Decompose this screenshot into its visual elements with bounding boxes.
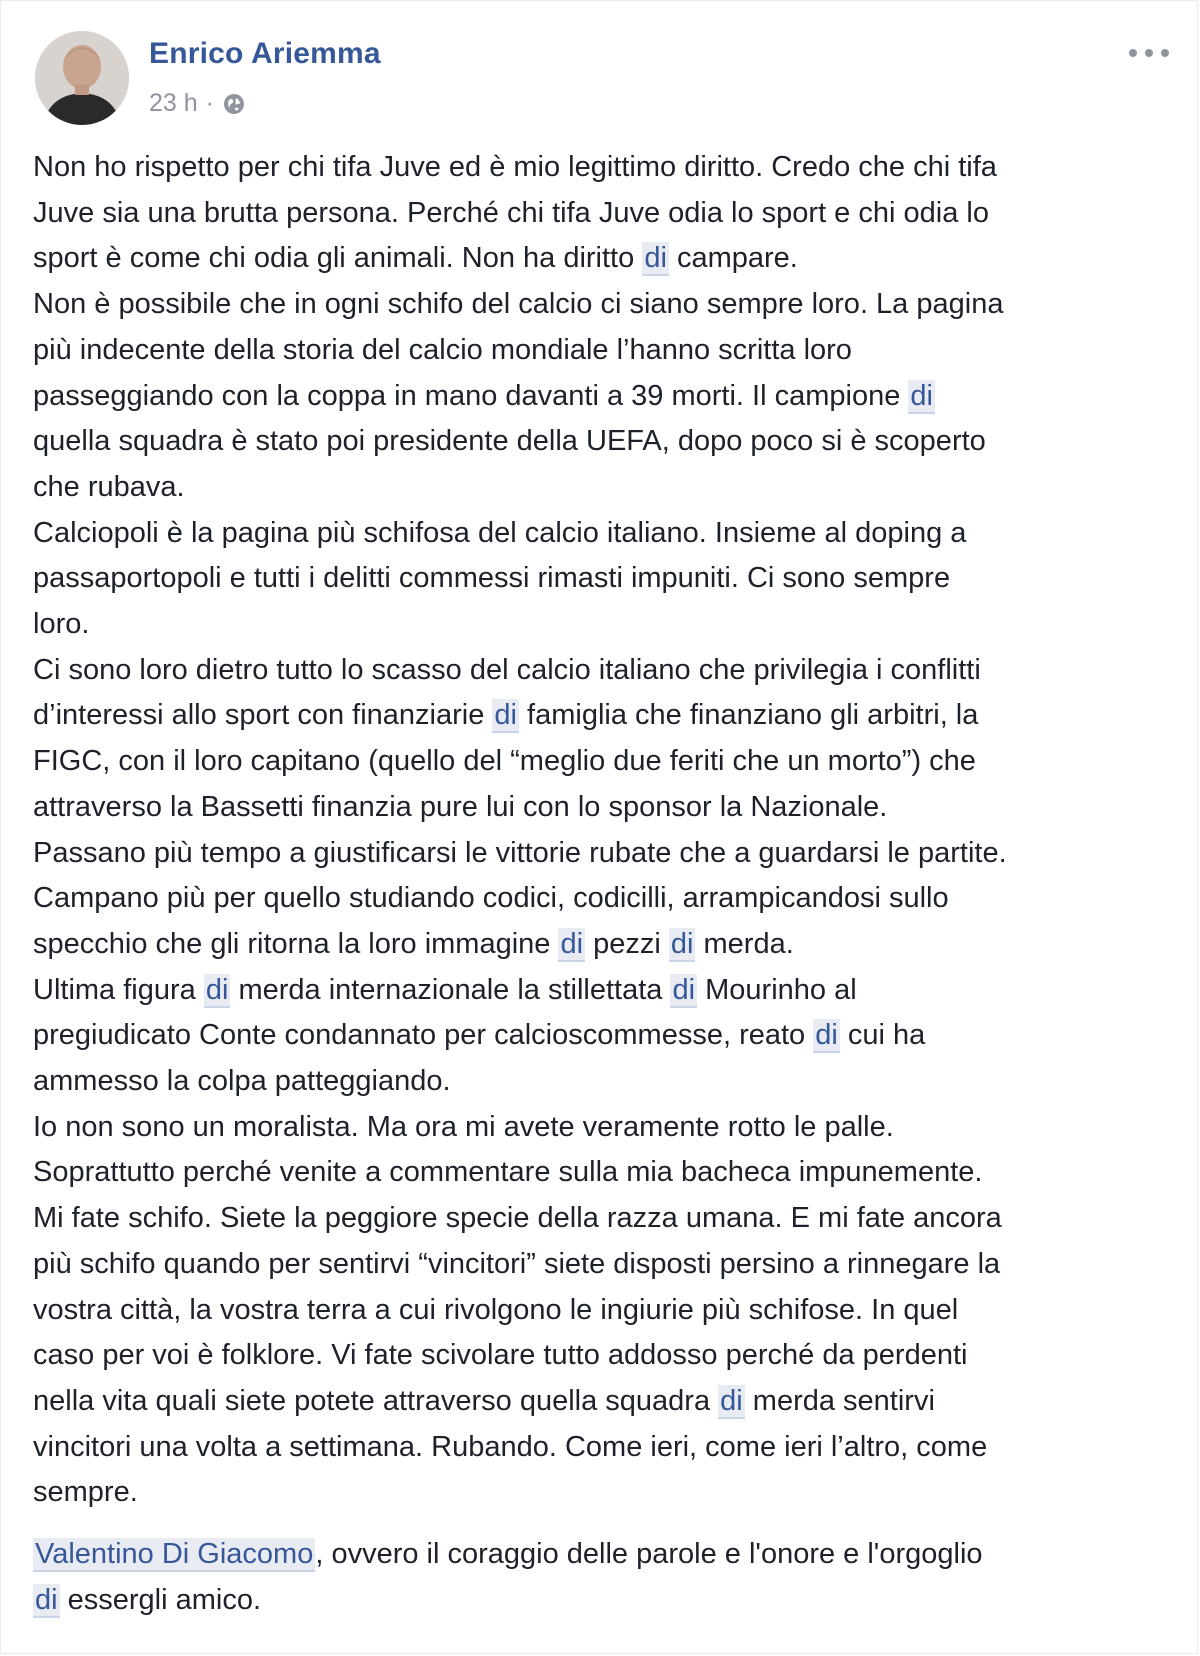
text-segment: passeggiando con la coppa in mano davanti a 39 morti. Il campione bbox=[33, 379, 909, 412]
highlighted-word: di bbox=[815, 1019, 838, 1052]
text-segment: merda. bbox=[695, 927, 794, 960]
text-segment: Non ho rispetto per chi tifa Juve ed è mio legittimo diritto. Credo che chi tifa bbox=[33, 151, 997, 183]
post-text-line bbox=[33, 1013, 1173, 1059]
text-segment: passaportopoli e tutti i delitti commessi rimasti impuniti. Ci sono sempre bbox=[33, 562, 951, 595]
post-header bbox=[35, 31, 1173, 127]
text-segment: Passano più tempo a giustificarsi le vittorie rubate che a guardarsi le partite. bbox=[33, 836, 1007, 869]
text-segment: Juve sia una brutta persona. Perché chi tifa Juve odia lo sport e chi odia lo bbox=[33, 196, 989, 229]
post-text-line bbox=[33, 785, 1173, 831]
mention-link[interactable]: Valentino Di Giacomo bbox=[35, 1538, 314, 1571]
highlighted-word: di bbox=[644, 242, 667, 275]
author-name[interactable]: Enrico Ariemma bbox=[149, 37, 381, 70]
text-segment: campare. bbox=[668, 242, 798, 275]
highlighted-word: di bbox=[560, 927, 584, 960]
text-segment: che rubava. bbox=[33, 470, 185, 503]
post-text-line bbox=[33, 831, 1173, 877]
post-text-line bbox=[33, 602, 1173, 648]
post-text-line bbox=[33, 1379, 1173, 1425]
post-text-line bbox=[33, 648, 1173, 694]
text-segment: ammesso la colpa patteggiando. bbox=[33, 1065, 451, 1098]
post-text-line bbox=[33, 1470, 1173, 1516]
text-segment: d’interessi allo sport con finanziarie bbox=[33, 699, 493, 732]
text-segment: sport è come chi odia gli animali. Non ha diritto bbox=[33, 242, 643, 275]
text-segment: Mi fate schifo. Siete la peggiore specie della razza umana. E mi fate ancora bbox=[33, 1202, 1002, 1235]
highlighted-word: di bbox=[720, 1384, 743, 1417]
post-text-line bbox=[33, 511, 1173, 557]
highlighted-word: di bbox=[205, 973, 229, 1006]
highlighted-word: di bbox=[910, 379, 933, 412]
post-meta bbox=[149, 89, 246, 118]
author-avatar[interactable] bbox=[35, 31, 129, 125]
text-segment: più indecente della storia del calcio mondiale l’hanno scritta loro bbox=[33, 333, 852, 366]
text-segment: Calciopoli è la pagina più schifosa del calcio italiano. Insieme al doping a bbox=[33, 516, 967, 549]
post-text-line bbox=[33, 1150, 1173, 1196]
more-dot bbox=[1161, 49, 1169, 57]
highlighted-word: di bbox=[494, 699, 517, 732]
post-text-line bbox=[33, 328, 1173, 374]
text-segment: Mourinho al bbox=[697, 973, 857, 1006]
post-text-line bbox=[33, 876, 1173, 922]
highlighted-word: di bbox=[35, 1583, 58, 1616]
text-segment: famiglia che finanziano gli arbitri, la bbox=[518, 699, 979, 732]
text-segment: Non è possibile che in ogni schifo del calcio ci siano sempre loro. La pagina bbox=[33, 288, 1004, 321]
more-dot bbox=[1145, 49, 1153, 57]
post-text-line bbox=[33, 1059, 1173, 1105]
text-segment: più schifo quando per sentirvi “vincitori” siete disposti persino a rinnegare la bbox=[33, 1247, 1001, 1280]
text-segment: merda internazionale la stillettata bbox=[230, 973, 671, 1006]
post-text-line bbox=[33, 739, 1173, 785]
text-segment: vincitori una volta a settimana. Rubando. Come ieri, come ieri l’altro, come bbox=[33, 1430, 988, 1463]
globe-icon[interactable] bbox=[222, 92, 246, 116]
post-text-line bbox=[33, 968, 1173, 1014]
post-text-line bbox=[33, 1242, 1173, 1288]
post-text-line bbox=[33, 693, 1173, 739]
text-segment: merda sentirvi bbox=[744, 1384, 935, 1417]
text-segment: Ci sono loro dietro tutto lo scasso del calcio italiano che privilegia i conflitti bbox=[33, 653, 981, 686]
post-text-line bbox=[33, 556, 1173, 602]
post-text-line bbox=[33, 1333, 1173, 1379]
highlighted-word: di bbox=[672, 973, 696, 1006]
text-segment: cui ha bbox=[839, 1019, 926, 1052]
text-segment: loro. bbox=[33, 608, 90, 641]
post-text-line bbox=[33, 922, 1173, 968]
text-segment: FIGC, con il loro capitano (quello del “meglio due feriti che un morto”) che bbox=[33, 745, 976, 778]
post-timestamp[interactable]: 23 h bbox=[149, 89, 198, 117]
text-segment: Campano più per quello studiando codici, codicilli, arrampicandosi sullo bbox=[33, 882, 949, 915]
post-footer-line bbox=[33, 1532, 1173, 1578]
text-segment: pezzi bbox=[585, 927, 669, 960]
post-text-line bbox=[33, 145, 1173, 191]
post-text-line bbox=[33, 1196, 1173, 1242]
text-segment: nella vita quali siete potete attraverso quella squadra bbox=[33, 1384, 719, 1417]
post-text-line bbox=[33, 374, 1173, 420]
text-segment: essergli amico. bbox=[59, 1583, 262, 1616]
text-segment: Io non sono un moralista. Ma ora mi avete veramente rotto le palle. bbox=[33, 1110, 894, 1143]
text-segment: attraverso la Bassetti finanzia pure lui con lo sponsor la Nazionale. bbox=[33, 790, 888, 823]
text-segment: vostra città, la vostra terra a cui rivolgono le ingiurie più schifose. In quel bbox=[33, 1293, 959, 1326]
post-text-line bbox=[33, 1288, 1173, 1334]
text-segment: caso per voi è folklore. Vi fate scivolare tutto addosso perché da perdenti bbox=[33, 1339, 968, 1372]
text-segment: quella squadra è stato poi presidente della UEFA, dopo poco si è scoperto bbox=[33, 425, 986, 458]
text-segment: sempre. bbox=[33, 1476, 138, 1509]
post-body-text bbox=[33, 145, 1173, 1624]
post-text-line bbox=[33, 419, 1173, 465]
post-text-line bbox=[33, 1425, 1173, 1471]
highlighted-word: di bbox=[670, 927, 694, 960]
text-segment: Ultima figura bbox=[33, 973, 204, 1006]
text-segment: , ovvero il coraggio delle parole e l'onore e l'orgoglio bbox=[315, 1538, 983, 1571]
text-segment: Soprattutto perché venite a commentare sulla mia bacheca impunemente. bbox=[33, 1156, 983, 1189]
post-text-line bbox=[33, 465, 1173, 511]
text-segment: specchio che gli ritorna la loro immagine bbox=[33, 927, 559, 960]
post-text-line bbox=[33, 1105, 1173, 1151]
text-segment: pregiudicato Conte condannato per calcioscommesse, reato bbox=[33, 1019, 814, 1052]
post-text-line bbox=[33, 282, 1173, 328]
more-dot bbox=[1129, 49, 1137, 57]
post-text-line bbox=[33, 191, 1173, 237]
more-options-icon[interactable] bbox=[1129, 41, 1169, 65]
post-text-line bbox=[33, 236, 1173, 282]
post-footer-line bbox=[33, 1578, 1173, 1624]
avatar-photo bbox=[35, 31, 129, 125]
meta-separator: · bbox=[205, 89, 214, 117]
